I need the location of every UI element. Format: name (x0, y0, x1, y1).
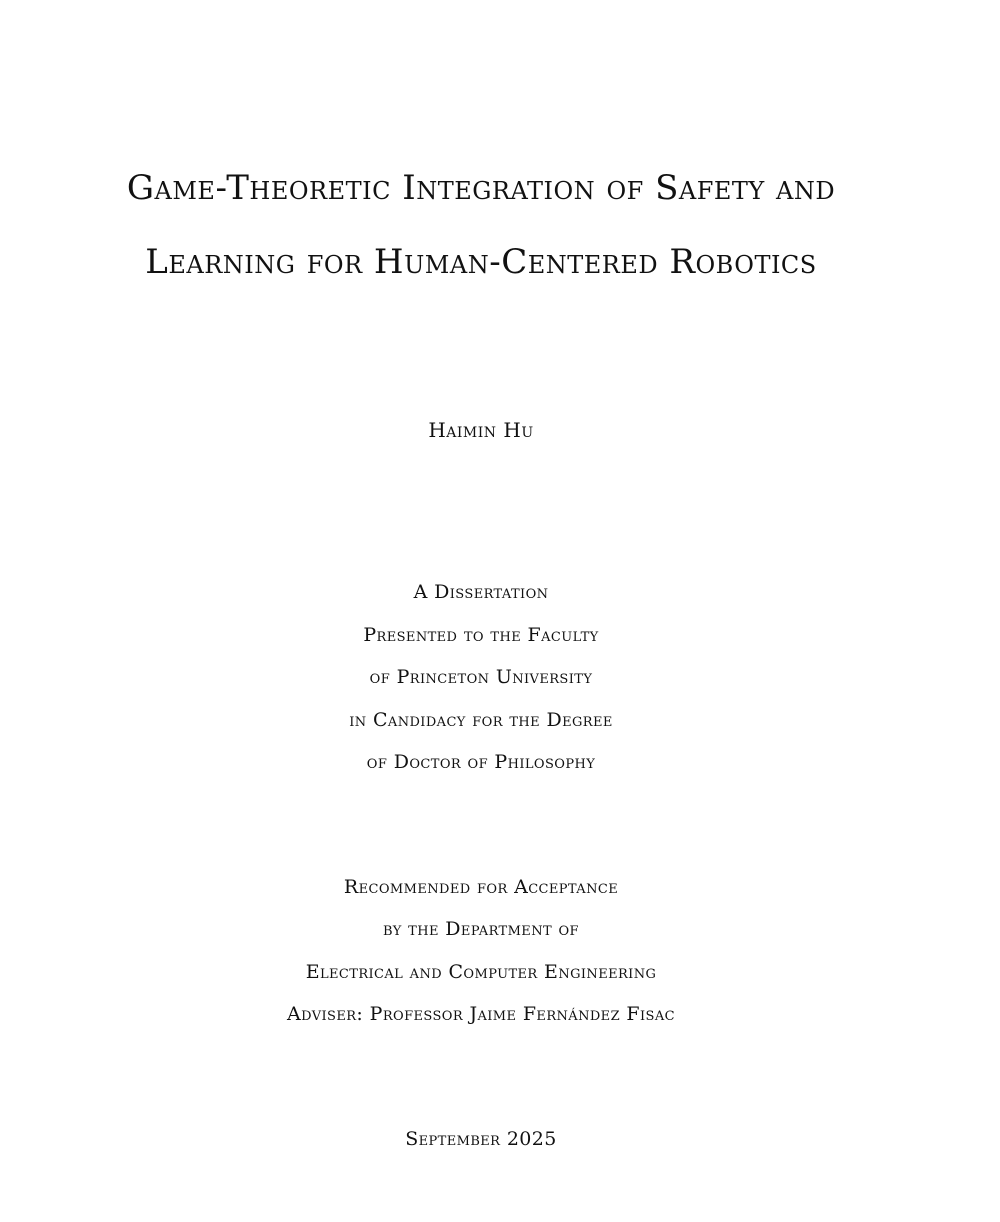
dissertation-statement-line-4: in Candidacy for the Degree (349, 709, 613, 731)
dissertation-title-line-1: Game-Theoretic Integration of Safety and (126, 168, 836, 208)
recommendation-line-1: Recommended for Acceptance (343, 876, 619, 898)
submission-date: September 2025 (405, 1128, 557, 1150)
author-name: Haimin Hu (428, 418, 534, 442)
dissertation-statement-line-3: of Princeton University (369, 666, 593, 688)
dissertation-title-line-2: Learning for Human-Centered Robotics (145, 242, 817, 282)
adviser-line: Adviser: Professor Jaime Fernández Fisac (287, 1003, 675, 1025)
dissertation-statement-line-5: of Doctor of Philosophy (366, 751, 596, 773)
dissertation-statement-line-1: A Dissertation (413, 581, 549, 603)
recommendation-line-2: by the Department of (383, 918, 579, 940)
recommendation-line-3: Electrical and Computer Engineering (305, 961, 657, 983)
dissertation-statement-line-2: Presented to the Faculty (363, 624, 599, 646)
